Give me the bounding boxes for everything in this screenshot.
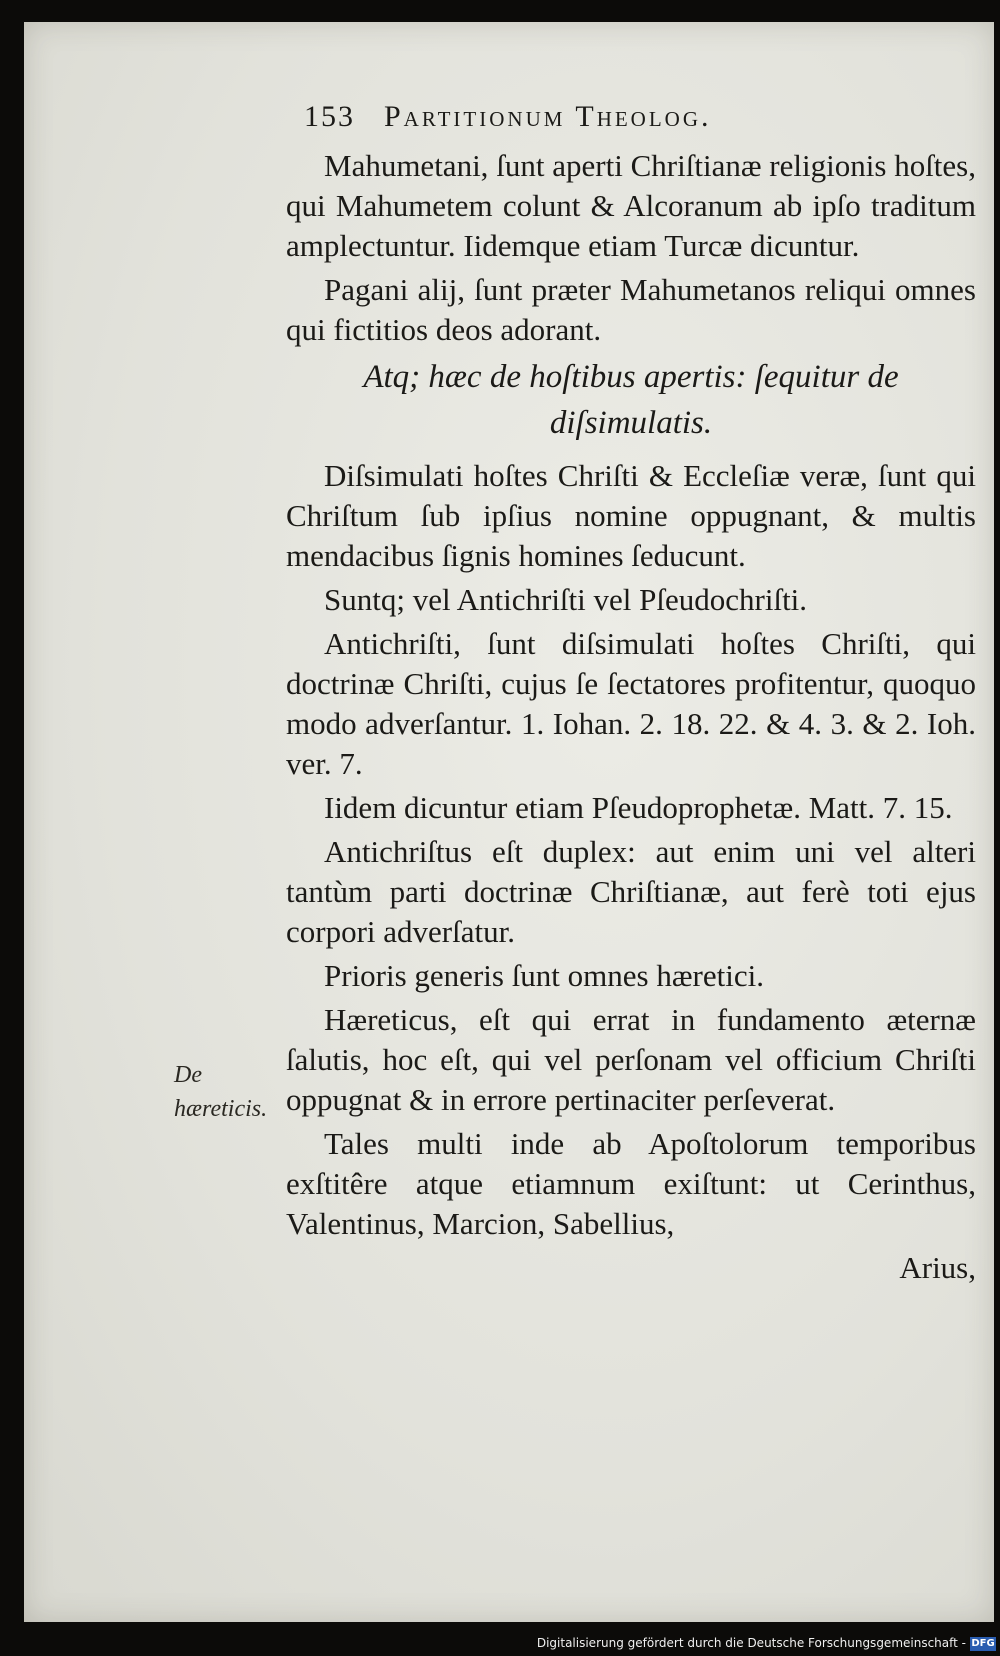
running-head xyxy=(304,100,976,144)
paragraphs xyxy=(286,146,976,1288)
marginal-note: De hæreticis. xyxy=(174,1062,268,1122)
paragraph-iidem: Iidem dicuntur etiam Pſeudoprophetæ. Matt. 7. 15. xyxy=(324,790,953,825)
page-number: 153 xyxy=(304,100,355,133)
paragraph-haereticus: Hæreticus, eſt qui errat in fundamento æternæ ſalutis, hoc eſt, qui vel perſonam vel officium Chriſti oppugnat & in errore pertinaciter perſeverat. xyxy=(286,1002,976,1117)
book-page xyxy=(24,22,994,1622)
running-head-title: Partitionum Theolog. xyxy=(384,100,712,133)
footer-bar xyxy=(0,1634,1000,1656)
paragraph-dissimulati: Diſsimulati hoſtes Chriſti & Eccleſiæ veræ, ſunt qui Chriſtum ſub ipſius nomine oppugnant, & multis mendacibus ſignis homines ſeducunt. xyxy=(286,458,976,573)
catchword: Arius, xyxy=(899,1250,976,1285)
paragraph-mahumetani: Mahumetani, ſunt aperti Chriſtianæ religionis hoſtes, qui Mahumetem colunt & Alcoranum ab ipſo traditum amplectuntur. Iidemque etiam Turcæ dicuntur. xyxy=(286,148,976,263)
dfg-logo-icon: DFG xyxy=(971,1638,995,1649)
text-block xyxy=(286,100,976,1288)
paragraph-prioris-generis: Prioris generis ſunt omnes hæretici. xyxy=(324,958,764,993)
section-heading: Atq; hæc de hoſtibus apertis: ſequitur de diſsimulatis. xyxy=(363,359,899,441)
paragraph-pagani: Pagani alij, ſunt præter Mahumetanos reliqui omnes qui fictitios deos adorant. xyxy=(286,272,976,347)
paragraph-suntq: Suntq; vel Antichriſti vel Pſeudochriſti. xyxy=(324,582,808,617)
footer-credit: Digitalisierung gefördert durch die Deutsche Forschungsgemeinschaft - xyxy=(536,1636,966,1650)
paragraph-antichristi: Antichriſti, ſunt diſsimulati hoſtes Chriſti, qui doctrinæ Chriſti, cujus ſe ſectatores profitentur, quoquo modo adverſantur. 1. Iohan. 2. 18. 22. & 4. 3. & 2. Ioh. ver. 7. xyxy=(286,626,976,781)
paragraph-antichristus-duplex: Antichriſtus eſt duplex: aut enim uni vel alteri tantùm parti doctrinæ Chriſtianæ, aut ferè toti ejus corpori adverſatur. xyxy=(286,834,976,949)
paragraph-tales-multi: Tales multi inde ab Apoſtolorum temporibus exſtitêre atque etiamnum exiſtunt: ut Cerinthus, Valentinus, Marcion, Sabellius, xyxy=(286,1126,976,1241)
